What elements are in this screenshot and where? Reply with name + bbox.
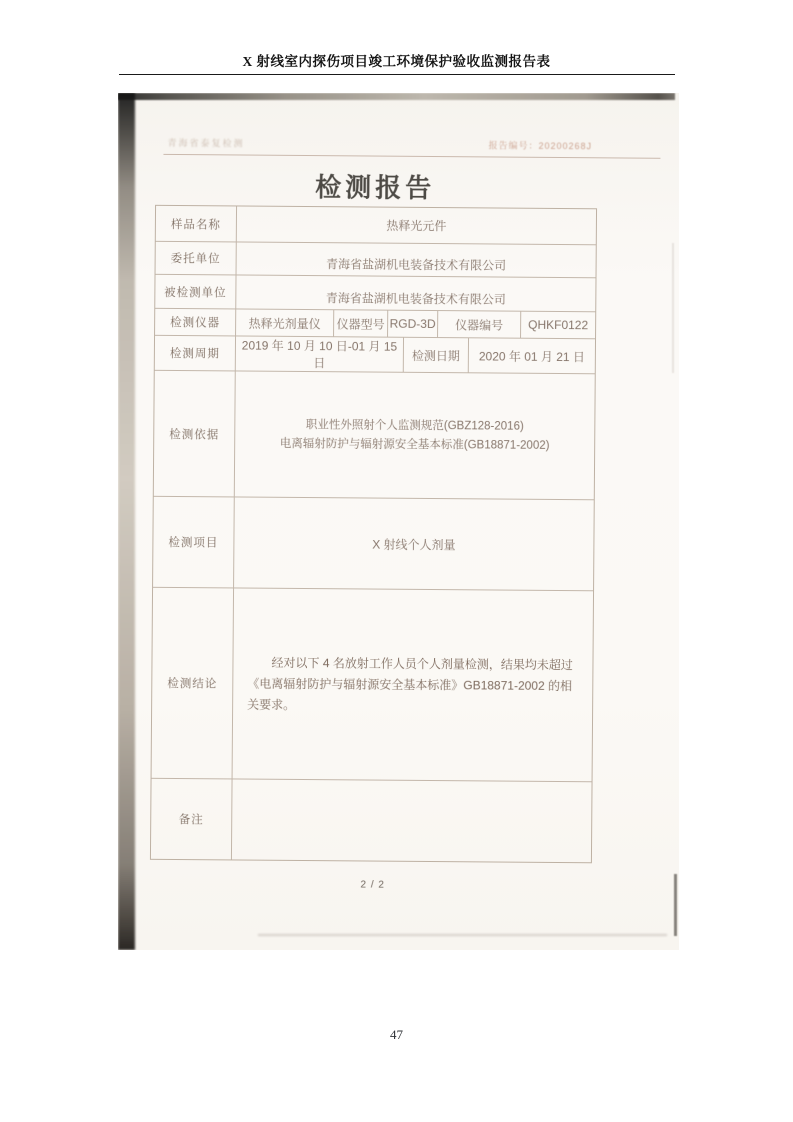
test-date-label: 检测日期	[403, 338, 468, 373]
tested-unit-label: 被检测单位	[164, 286, 227, 299]
report-number: 报告编号：20200268J	[488, 140, 593, 152]
report-table	[150, 205, 597, 863]
instrument-label: 检测仪器	[170, 316, 221, 330]
table-row-basis	[154, 370, 595, 499]
remarks-label: 备注	[178, 814, 204, 827]
items-value: X 射线个人剂量	[233, 497, 594, 590]
basis-standard-1: 职业性外照射个人监测规范(GBZ128-2016)	[305, 418, 524, 433]
conclusion-label: 检测结论	[167, 677, 218, 691]
photo-top-edge-shadow	[118, 93, 675, 100]
report-title: 检测报告	[315, 172, 436, 204]
instrument-serial-value: QHKF0122	[520, 312, 595, 339]
header-divider-line	[119, 74, 675, 75]
basis-value	[234, 371, 595, 499]
table-row-items	[153, 496, 594, 590]
instrument-model-label: 仪器型号	[333, 310, 387, 336]
period-value: 2019 年 10 月 10 日-01 月 15 日	[235, 336, 403, 371]
client-unit-value: 青海省盐湖机电装备技术有限公司	[236, 242, 596, 277]
photo-right-edge-line	[672, 243, 674, 373]
document-header-title: X 射线室内探伤项目竣工环境保护验收监测报告表	[242, 54, 551, 69]
basis-standard-2: 电离辐射防护与辐射源安全基本标准(GB18871-2002)	[279, 437, 550, 452]
photo-right-edge-mark	[674, 874, 677, 936]
table-row-period	[155, 335, 595, 373]
sample-name-value: 热释光元件	[236, 206, 596, 244]
table-row-remarks	[151, 778, 592, 862]
table-row-conclusion	[152, 587, 593, 781]
page-number: 47	[390, 1027, 403, 1042]
instrument-serial-label: 仪器编号	[437, 311, 520, 338]
letterhead-organization: 青海省泰复检测	[167, 137, 245, 149]
table-row-sample	[156, 206, 596, 244]
test-date-value: 2020 年 01 月 21 日	[468, 338, 595, 373]
basis-label: 检测依据	[169, 428, 220, 441]
client-unit-label: 委托单位	[170, 252, 221, 266]
items-label: 检测项目	[168, 536, 219, 550]
remarks-value	[231, 779, 592, 862]
tested-unit-value: 青海省盐湖机电装备技术有限公司	[235, 275, 595, 311]
scan-page-indicator: 2 / 2	[360, 879, 386, 891]
table-row-tested-unit	[155, 274, 595, 311]
scanned-report-photo	[118, 93, 679, 950]
conclusion-value	[232, 588, 593, 781]
period-label: 检测周期	[169, 347, 220, 361]
table-row-client	[156, 241, 596, 277]
conclusion-text: 经对以下 4 名放射工作人员个人剂量检测，结果均未超过《电离辐射防护与辐射源安全基本标准》GB18871-2002 的相关要求。	[247, 655, 573, 712]
scanned-page-content	[118, 93, 679, 950]
photo-left-edge-shadow	[118, 93, 135, 950]
instrument-name: 热释光剂量仪	[235, 309, 333, 336]
photo-bottom-edge-line	[258, 934, 667, 936]
sample-name-label: 样品名称	[170, 218, 221, 231]
table-row-instrument	[155, 308, 595, 338]
letterhead-rule	[163, 154, 660, 159]
instrument-model-value: RGD-3D	[387, 311, 437, 337]
